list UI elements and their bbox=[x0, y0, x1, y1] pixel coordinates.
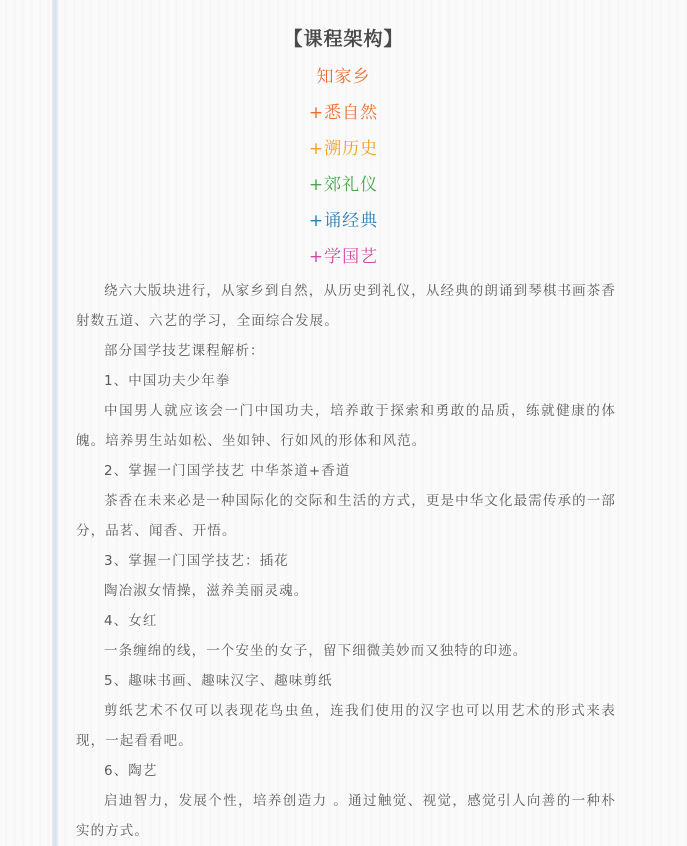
module-item-nature: +悉自然 bbox=[308, 103, 379, 123]
item-heading-flower: 3、掌握一门国学技艺：插花 bbox=[104, 553, 289, 569]
intro-paragraph: 绕六大版块进行，从家乡到自然，从历史到礼仪，从经典的朗诵到琴棋书画茶香射数五道、六艺的学习，全面综合发展。 bbox=[76, 283, 616, 329]
item-desc-embroidery: 一条缠绵的线，一个安坐的女子，留下细微美妙而又独特的印迹。 bbox=[104, 643, 528, 659]
item-desc-kungfu: 中国男人就应该会一门中国功夫，培养敢于探索和勇敢的品质，练就健康的体魄。培养男生站如松、坐如钟、行如风的形体和风范。 bbox=[76, 403, 616, 449]
module-item-arts: +学国艺 bbox=[308, 247, 379, 267]
item-heading-tea: 2、掌握一门国学技艺 中华茶道+香道 bbox=[104, 463, 351, 479]
item-heading-pottery: 6、陶艺 bbox=[104, 763, 158, 779]
section-title: 【课程架构】 bbox=[283, 28, 404, 50]
item-heading-calligraphy: 5、趣味书画、趣味汉字、趣味剪纸 bbox=[104, 673, 333, 689]
item-desc-tea: 茶香在未来必是一种国际化的交际和生活的方式，更是中华文化最需传承的一部分，品茗、闻香、开悟。 bbox=[76, 493, 616, 539]
body-text bbox=[76, 276, 616, 846]
item-desc-calligraphy: 剪纸艺术不仅可以表现花鸟虫鱼，连我们使用的汉字也可以用艺术的形式来表现，一起看看吧。 bbox=[76, 703, 616, 749]
item-desc-flower: 陶冶淑女情操，滋养美丽灵魂。 bbox=[104, 583, 309, 599]
section-intro: 部分国学技艺课程解析： bbox=[104, 343, 265, 359]
item-heading-kungfu: 1、中国功夫少年拳 bbox=[104, 373, 231, 389]
item-heading-embroidery: 4、女红 bbox=[104, 613, 158, 629]
module-item-hometown: 知家乡 bbox=[316, 67, 371, 87]
module-item-history: +溯历史 bbox=[308, 139, 379, 159]
module-item-etiquette: +郊礼仪 bbox=[308, 175, 379, 195]
item-desc-pottery: 启迪智力，发展个性，培养创造力 。通过触觉、视觉，感觉引人向善的一种朴实的方式。 bbox=[76, 793, 616, 839]
module-item-classics: +诵经典 bbox=[308, 211, 379, 231]
